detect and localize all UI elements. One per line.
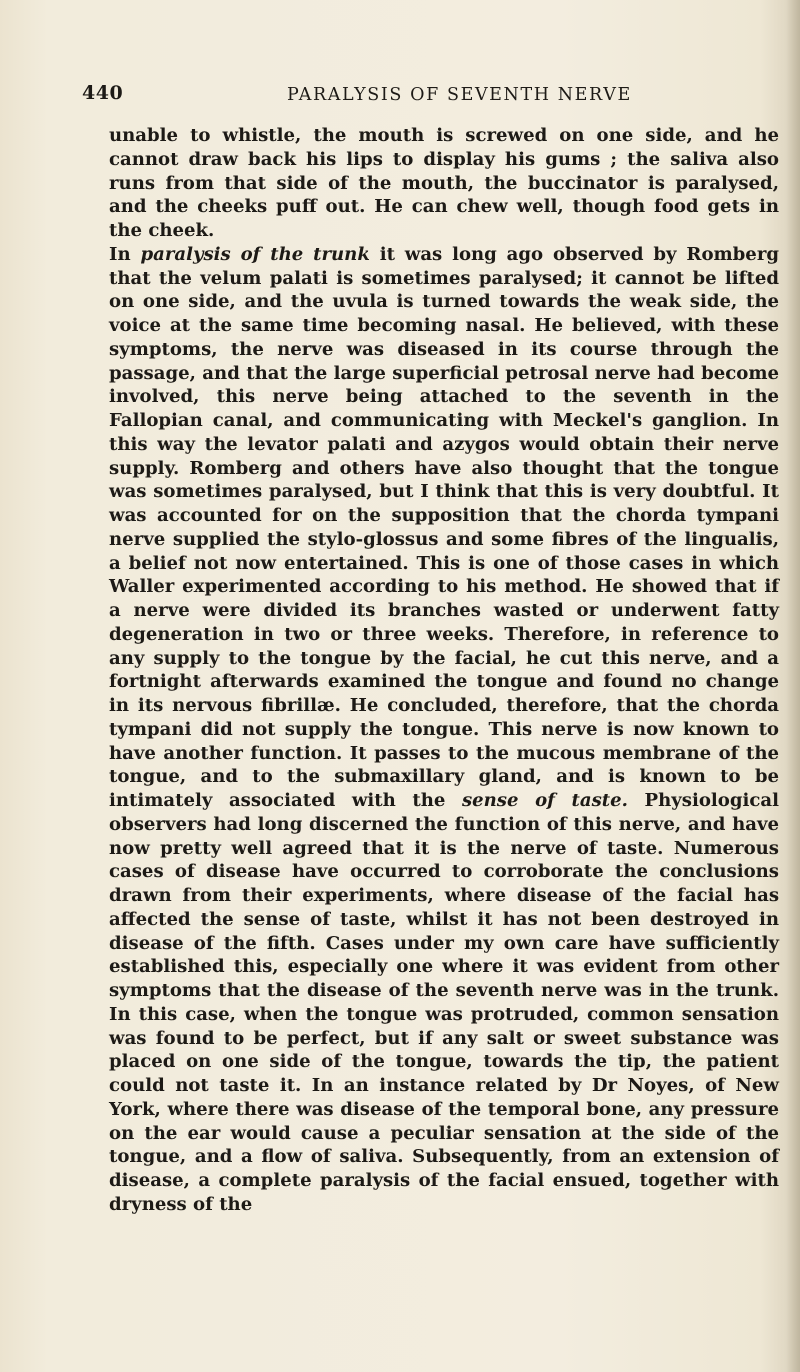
text-segment: Physiological observers had long discerned the function of this nerve, and have now pretty well agreed that it is the nerve of taste. Numerous cases of disease have occurred to corroborate the conclusions drawn from their experiments, where disease of the facial has affected the sense of taste, whilst it has not been destroyed in disease of the fifth. Cases under my own care have sufficiently established this, especially one where it was evident from other symptoms that the disease of the seventh nerve was in the trunk. In this case, when the tongue was protruded, common sensation was found to be perfect, but if any salt or sweet substance was placed on one side of the tongue, towards the tip, the patient could not taste it. In an instance related by Dr Noyes, of New York, where there was disease of the temporal bone, any pressure on the ear would cause a peculiar sensation at the side of the tongue, and a flow of saliva. Subsequently, from an extension of disease, a complete paralysis of the facial ensued, together with dryness of the xyxy=(109,790,779,1215)
body-text xyxy=(109,124,779,1217)
paragraph-1 xyxy=(109,124,779,243)
italic-phrase: sense of taste. xyxy=(461,790,628,811)
page-edge-shadow xyxy=(786,0,800,1372)
text-segment: unable to whistle, the mouth is screwed on one side, and he cannot draw back his lips to display his gums ; the saliva also runs from that side of the mouth, the buccinator is paralysed, and the cheeks puff out. He can chew well, though food gets in the cheek. xyxy=(109,125,779,241)
running-head: PARALYSIS OF SEVENTH NERVE xyxy=(287,85,632,105)
page-header xyxy=(0,82,800,110)
paragraph-2 xyxy=(109,243,779,1217)
page-number: 440 xyxy=(82,82,124,104)
italic-phrase: paralysis of the trunk xyxy=(140,243,370,265)
text-segment: In xyxy=(109,243,141,265)
text-segment: it was long ago observed by Romberg that the velum palati is sometimes paralysed; it cannot be lifted on one side, and the uvula is turned towards the weak side, the voice at the same time becoming nasal. He believed, with these symptoms, the nerve was diseased in its course through the passage, and that the large superficial petrosal nerve had become involved, this nerve being attached to the seventh in the Fallopian canal, and communicating with Meckel's ganglion. In this way the levator palati and azygos would obtain their nerve supply. Romberg and others have also thought that the tongue was sometimes paralysed, but I think that this is very doubtful. It was accounted for on the supposition that the chorda tympani nerve supplied the stylo-glossus and some fibres of the lingualis, a belief not now entertained. This is one of those cases in which Waller experimented according to his method. He showed that if a nerve were divided its branches wasted or underwent fatty degeneration in two or three weeks. Therefore, in reference to any supply to the tongue by the facial, he cut this nerve, and a fortnight afterwards examined the tongue and found no change in its nervous fibrillæ. He concluded, therefore, that the chorda tympani did not supply the tongue. This nerve is now known to have another function. It passes to the mucous membrane of the tongue, and to the submaxillary gland, and is known to be intimately associated with the xyxy=(109,243,780,811)
